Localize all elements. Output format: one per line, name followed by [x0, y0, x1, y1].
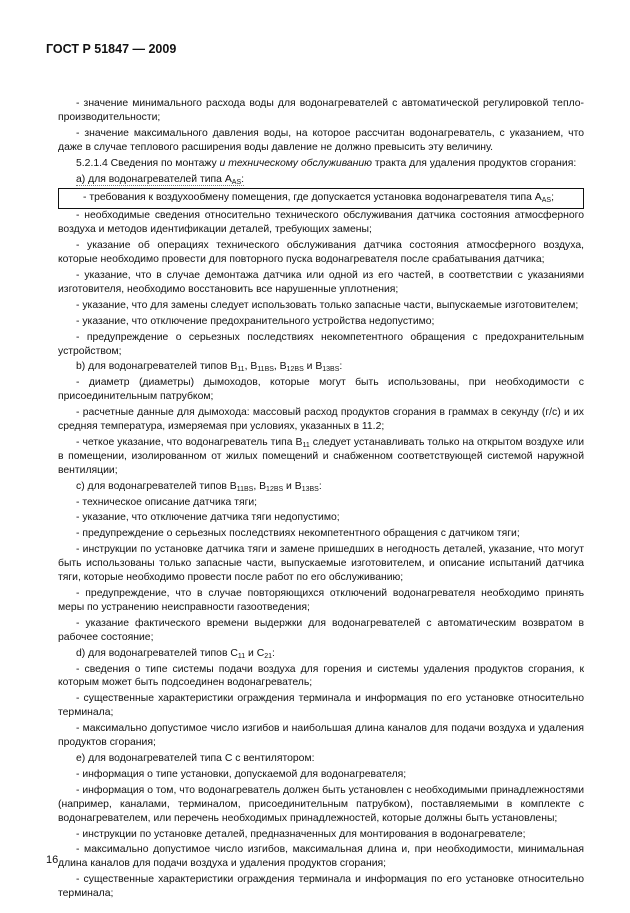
paragraph: - существенные характеристики ограждения терминала и информация по его установке относительно терминала; [58, 693, 584, 719]
heading-text-end: тракта для удаления продуктов сгорания: [371, 157, 577, 169]
subscript: AS [231, 178, 242, 186]
paragraph: - указание фактического времени выдержки для водонагревателей с автоматическим возвратом в рабочее состояние; [58, 617, 584, 643]
paragraph: - указание, что отключение датчика тяги недопустимо; [76, 512, 340, 524]
paragraph: - предупреждение, что в случае повторяющихся отключений водонагревателя необходимо принять меры по устранению неисправности газоотведения; [58, 588, 584, 613]
paragraph: - расчетные данные для дымохода: массовый расход продуктов сгорания в граммах в секунду (г/с) и их средняя температура, измеряемая при условиях, указанных в 11.2; [58, 407, 584, 433]
paragraph: - предупреждение о серьезных последствиях некомпетентного обращения с датчиком тяги; [76, 528, 520, 540]
punctuation: : [272, 647, 275, 659]
subscript: 11BS [236, 485, 254, 493]
punctuation: ; [551, 192, 554, 204]
separator: и B [283, 480, 302, 492]
separator: , B [244, 361, 258, 373]
paragraph: - значение максимального давления воды, на которое рассчитан водонагреватель, с указанием, что даже в случае теплового расширения воды давление не должно превысить эту величину. [58, 127, 584, 153]
separator: , B [273, 361, 287, 373]
list-item-d-label: d) для водонагревателей типов C [76, 647, 238, 659]
paragraph: - указание об операциях технического обслуживания датчика состояния атмосферного воздуха, которые необходимо провести для повторного пуска водонагревателя после срабатывания датчика; [58, 240, 584, 266]
list-item-c [58, 480, 584, 494]
paragraph: - диаметр (диаметры) дымоходов, которые могут быть использованы, при необходимости с присоединительным патрубком; [58, 377, 584, 403]
list-item-a-text [76, 174, 244, 186]
paragraph: - существенные характеристики ограждения терминала и информация по его установке относительно терминала; [58, 874, 584, 900]
separator: и C [245, 647, 265, 659]
punctuation: : [241, 173, 245, 185]
paragraph: - максимально допустимое число изгибов, максимальная длина и, при необходимости, минимальная длина каналов для подачи воздуха и удаления продуктов сгорания; [58, 844, 584, 870]
punctuation: : [339, 361, 343, 373]
subscript: 21 [264, 652, 273, 660]
paragraph: - максимально допустимое число изгибов и наибольшая длина каналов для подачи воздуха и удаления продуктов сгорания; [58, 723, 584, 749]
list-item-d [58, 647, 584, 661]
subscript: 13BS [301, 485, 319, 493]
b11-warning-end: следует устанавливать только на открытом воздухе или в помещении, изолированном от жилых помещений и снабженном соответствующей системой наружной вентиляции; [58, 436, 584, 476]
list-item-e: е) для водонагревателей типа С с вентилятором: [76, 752, 315, 764]
subscript: AS [541, 197, 552, 205]
boxed-requirement-text: - требования к воздухообмену помещения, где допускается установка водонагревателя типа A [83, 192, 542, 204]
subscript: 11 [237, 652, 246, 660]
list-item-a-label: а) для водонагревателей типа A [76, 173, 232, 185]
subscript: 11BS [257, 366, 274, 374]
paragraph: - предупреждение о серьезных последствиях некомпетентного обращения с предохранительным устройством; [58, 331, 584, 357]
paragraph: - техническое описание датчика тяги; [76, 496, 258, 508]
paragraph: - информация о типе установки, допускаемой для водонагревателя; [76, 768, 407, 780]
subscript: 13BS [322, 366, 340, 374]
heading-text-italic: и техническому обслуживанию [219, 157, 372, 169]
separator: и B [303, 361, 323, 373]
subscript: 12BS [266, 485, 284, 493]
paragraph: - инструкции по установке датчика тяги и замене пришедших в негодность деталей, указание, что могут быть использованы только запасные части, выпускаемые изготовителем, и описание испытаний датчика тяги, которые необходимо провести после работ по его обслуживанию; [58, 544, 584, 584]
subscript: 12BS [286, 366, 304, 374]
paragraph: - необходимые сведения относительно технического обслуживания датчика состояния атмосферного воздуха и методов идентификации деталей, требующих замены; [58, 210, 584, 236]
page-content [58, 97, 584, 903]
heading-text-start: 5.2.1.4 Сведения по монтажу [76, 157, 220, 169]
subscript: 11 [302, 441, 310, 449]
list-item-c-label: с) для водонагревателей типов B [76, 480, 237, 492]
paragraph: - указание, что отключение предохранительного устройства недопустимо; [76, 315, 435, 327]
paragraph: - информация о том, что водонагреватель должен быть установлен с необходимыми принадлежностями (например, каналами, терминалом, присоединительным патрубком), поставляемыми в комплекте с водонагревателем, или перечень необходимых принадлежностей, которые должны быть установлены; [58, 784, 584, 824]
subscript: 11 [237, 366, 245, 374]
b11-warning-start: - четкое указание, что водонагреватель типа B [76, 436, 303, 448]
boxed-requirement [58, 188, 584, 209]
list-item-b [58, 360, 584, 374]
paragraph: - указание, что для замены следует использовать только запасные части, выпускаемые изготовителем; [76, 299, 579, 311]
section-heading-5-2-1-4 [58, 157, 584, 171]
punctuation: : [318, 480, 322, 492]
page-number: 16 [46, 854, 59, 866]
paragraph: - указание, что в случае демонтажа датчика или одной из его частей, в соответствии с указаниями изготовителя, необходимо восстановить все нарушенные уплотнения; [58, 269, 584, 295]
document-header: ГОСТ Р 51847 — 2009 [46, 42, 177, 56]
paragraph: - инструкции по установке деталей, предназначенных для монтирования в водонагревателе; [76, 828, 526, 840]
paragraph-b11-warning [58, 436, 584, 478]
list-item-a [58, 173, 584, 187]
list-item-b-label: b) для водонагревателей типов B [76, 361, 238, 373]
separator: , B [253, 480, 267, 492]
paragraph: - сведения о типе системы подачи воздуха для горения и системы удаления продуктов сгорания, к которым может быть подсоединен водонагреватель; [58, 663, 584, 689]
paragraph: - значение минимального расхода воды для водонагревателей с автоматической регулировкой тепло-производительности; [58, 98, 584, 123]
